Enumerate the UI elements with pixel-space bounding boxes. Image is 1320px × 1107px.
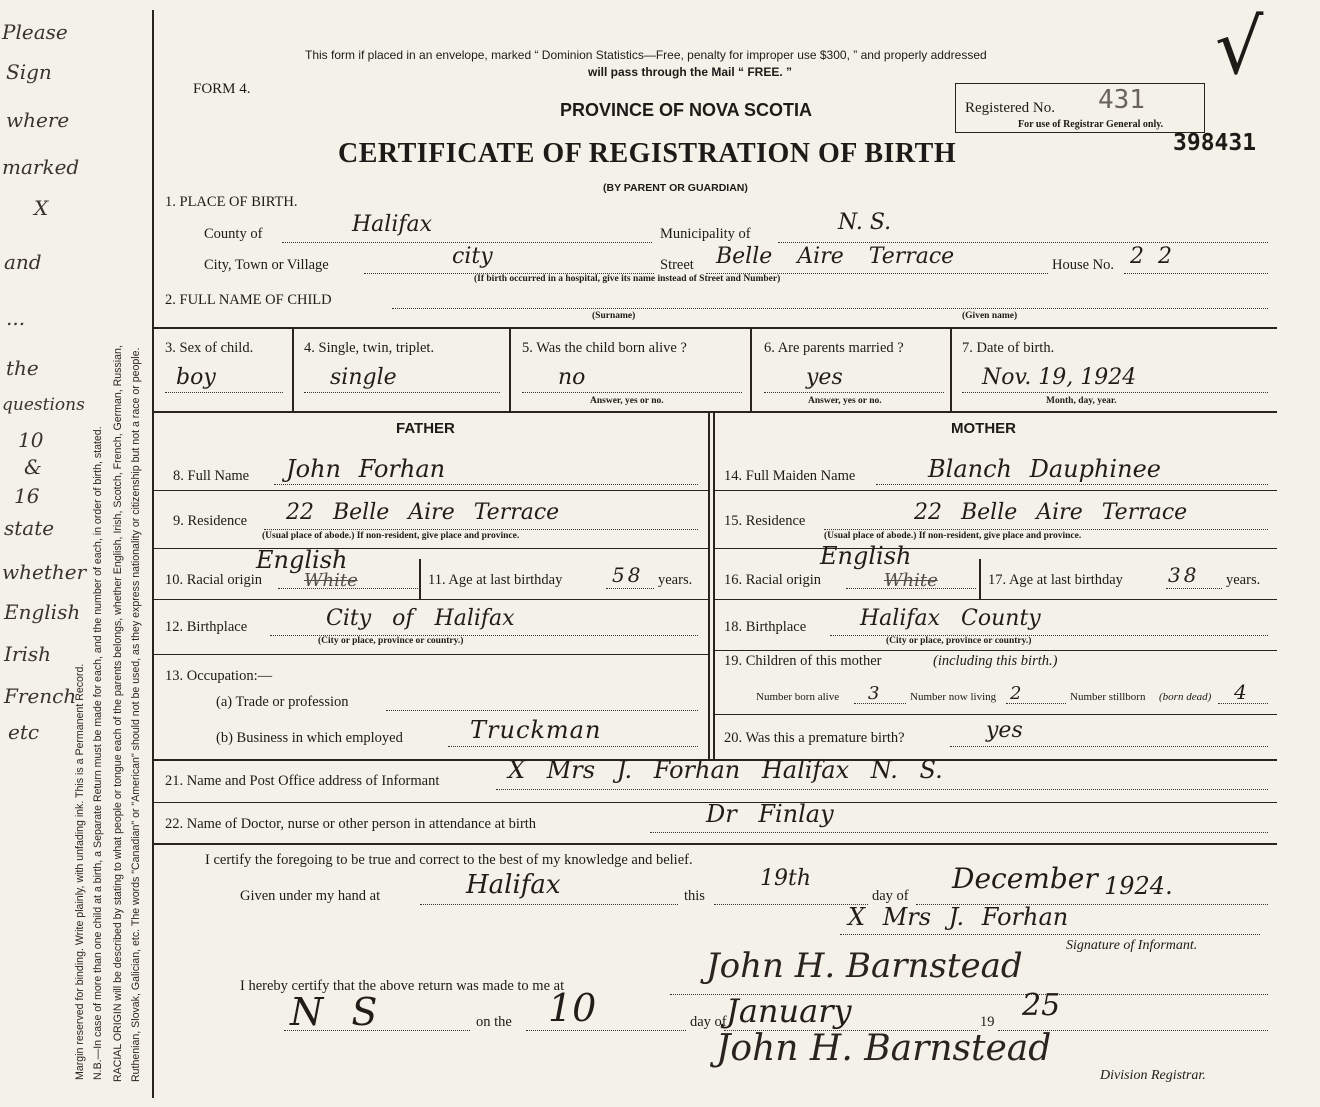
province-title: PROVINCE OF NOVA SCOTIA — [560, 100, 813, 120]
surname-note: (Surname) — [592, 311, 636, 321]
father-residence-label: 9. Residence — [173, 513, 248, 529]
day-of-label: day of — [872, 888, 909, 904]
now-living-value: 2 — [1010, 683, 1022, 704]
dob-value: Nov. 19, 1924 — [982, 365, 1137, 390]
county-value: Halifax — [352, 212, 433, 237]
postal-notice: This form if placed in an envelope, marked “ Dominion Statistics—Free, penalty for improper use $300, ” and properly addressed — [305, 48, 987, 62]
margin-note: etc — [8, 720, 40, 744]
single-label: 4. Single, twin, triplet. — [304, 340, 435, 356]
premature-value: yes — [986, 718, 1023, 743]
father-origin-value: English — [256, 546, 348, 574]
father-years: years. — [658, 572, 693, 588]
form-number: FORM 4. — [193, 81, 251, 97]
sex-label: 3. Sex of child. — [165, 340, 254, 356]
mother-origin-struck: White — [884, 570, 938, 591]
registrar-month-value: January — [726, 992, 852, 1030]
postal-notice: will pass through the Mail “ FREE. ” — [588, 65, 793, 79]
city-value: city — [452, 244, 493, 269]
street-value: Belle Aire Terrace — [716, 244, 955, 269]
form-border — [152, 10, 154, 1098]
street-label: Street — [660, 257, 694, 273]
registrar-day-of-label: day of — [690, 1014, 727, 1030]
mother-name-label: 14. Full Maiden Name — [724, 468, 856, 484]
margin-note: questions — [2, 395, 85, 415]
informant-line — [496, 789, 1268, 790]
mother-birthplace-value: Halifax County — [860, 606, 1041, 631]
now-living-label: Number now living — [910, 691, 997, 703]
father-name-value: John Forhan — [286, 455, 446, 483]
father-origin-struck: White — [304, 570, 358, 591]
mother-residence-note: (Usual place of abode.) If non-resident, give place and province. — [824, 531, 1082, 541]
margin-note: 10 — [18, 428, 44, 452]
divider — [419, 559, 421, 599]
margin-note: French — [4, 684, 77, 708]
business-line — [448, 746, 698, 747]
doctor-line — [650, 832, 1268, 833]
dob-line — [962, 392, 1268, 393]
margin-note: Sign — [6, 60, 52, 84]
stillborn-note: (born dead) — [1159, 691, 1212, 703]
registrar-place-value: N S — [290, 990, 386, 1034]
divider — [714, 490, 1277, 491]
mother-name-value: Blanch Dauphinee — [928, 455, 1161, 483]
registrar-signature-top: John H. Barnstead — [706, 946, 1023, 986]
divider — [714, 599, 1277, 600]
year-prefix: 19 — [980, 1014, 995, 1030]
doctor-label: 22. Name of Doctor, nurse or other person in attendance at birth — [165, 816, 537, 832]
divider — [950, 329, 952, 411]
margin-note: where — [6, 108, 70, 132]
father-origin-label: 10. Racial origin — [165, 572, 263, 588]
divider — [292, 329, 294, 411]
alive-line — [522, 392, 742, 393]
dob-label: 7. Date of birth. — [962, 340, 1055, 356]
registrar-caption: Division Registrar. — [1100, 1068, 1206, 1083]
father-residence-line — [264, 529, 698, 530]
father-birthplace-value: City of Halifax — [326, 606, 515, 631]
informant-signature-line — [840, 934, 1260, 935]
margin-note: English — [4, 600, 81, 624]
divider — [153, 654, 708, 655]
alive-label: 5. Was the child born alive ? — [522, 340, 687, 356]
informant-signature-caption: Signature of Informant. — [1066, 938, 1198, 953]
mother-origin-label: 16. Racial origin — [724, 572, 822, 588]
margin-note: whether — [2, 560, 87, 584]
divider — [153, 411, 1277, 413]
margin-note: state — [4, 516, 55, 540]
vertical-note: RACIAL ORIGIN will be described by stating to what people or tongue each of the parents belongs, whether English, Irish, Scotch, French, German, Russian, — [112, 345, 124, 1082]
father-name-line — [274, 484, 698, 485]
registrar-year-value: 25 — [1022, 988, 1061, 1023]
married-value: yes — [806, 365, 843, 390]
page-title: CERTIFICATE OF REGISTRATION OF BIRTH — [338, 138, 957, 169]
vertical-note: Ruthenian, Slovak, Galician, etc. The words "Canadian" or "American" should not be used, as they express nationality or citizenship but not a race or people. — [130, 347, 142, 1082]
father-age-line — [606, 588, 654, 589]
mother-birthplace-label: 18. Birthplace — [724, 619, 807, 635]
stillborn-label: Number stillborn — [1070, 691, 1146, 703]
page-subtitle: (BY PARENT OR GUARDIAN) — [603, 182, 748, 194]
trade-label: (a) Trade or profession — [216, 694, 349, 710]
margin-note: 16 — [14, 484, 40, 508]
margin-note: and — [4, 250, 42, 274]
alive-value: no — [558, 365, 586, 390]
sex-value: boy — [176, 365, 216, 390]
registrar-day-value: 10 — [548, 986, 597, 1030]
county-line — [282, 242, 652, 243]
mother-age-value: 38 — [1168, 563, 1200, 587]
margin-note: X — [34, 196, 49, 220]
stamp-number: 398431 — [1173, 130, 1257, 156]
informant-signature: X Mrs J. Forhan — [848, 903, 1069, 931]
single-line — [304, 392, 500, 393]
married-note: Answer, yes or no. — [808, 396, 882, 406]
father-heading: FATHER — [396, 420, 455, 437]
divider — [979, 559, 981, 599]
given-month-value: December — [952, 862, 1098, 895]
county-label: County of — [204, 226, 263, 242]
vertical-note: N.B.—In case of more than one child at a birth, a Separate Return must be made for each, and the number of each, in order of birth, stated. — [92, 426, 104, 1080]
premature-line — [950, 746, 1268, 747]
divider — [153, 599, 708, 600]
child-name-line — [392, 308, 1268, 309]
father-birthplace-label: 12. Birthplace — [165, 619, 248, 635]
given-place-line — [420, 904, 678, 905]
registered-label: Registered No. — [965, 100, 1055, 116]
certify-text: I certify the foregoing to be true and correct to the best of my knowledge and belief. — [205, 852, 693, 868]
mother-birthplace-note: (City or place, province or country.) — [886, 636, 1032, 646]
margin-note: Irish — [4, 642, 52, 666]
stillborn-value: 4 — [1234, 680, 1247, 704]
mother-name-line — [876, 484, 1268, 485]
father-residence-value: 22 Belle Aire Terrace — [286, 500, 560, 525]
father-residence-note: (Usual place of abode.) If non-resident, give place and province. — [262, 531, 520, 541]
married-line — [764, 392, 944, 393]
registrar-text: I hereby certify that the above return was made to me at — [240, 978, 565, 994]
divider — [153, 490, 708, 491]
mother-origin-value: English — [820, 542, 912, 570]
registered-number: 431 — [1098, 85, 1145, 115]
single-value: single — [330, 365, 397, 390]
margin-note: the — [6, 356, 39, 380]
father-age-value: 58 — [612, 563, 644, 587]
divider — [153, 327, 1277, 329]
registrar-signature: John H. Barnstead — [716, 1028, 1052, 1069]
child-name-label: 2. FULL NAME OF CHILD — [165, 292, 332, 308]
father-age-label: 11. Age at last birthday — [428, 572, 563, 588]
premature-label: 20. Was this a premature birth? — [724, 730, 905, 746]
divider — [714, 548, 1277, 549]
children-label: 19. Children of this mother — [724, 653, 882, 669]
house-line — [1124, 273, 1268, 274]
divider — [714, 714, 1277, 715]
given-day-value: 19th — [760, 866, 812, 891]
divider — [153, 843, 1277, 845]
vertical-note: Margin reserved for binding. Write plainly, with unfading ink. This is a Permanent Record. — [74, 663, 86, 1080]
column-divider — [708, 413, 710, 759]
given-year-value: 1924. — [1104, 872, 1173, 900]
divider — [153, 548, 708, 549]
margin-note: ... — [6, 306, 26, 330]
given-under-label: Given under my hand at — [240, 888, 381, 904]
check-mark: √ — [1215, 2, 1264, 91]
doctor-value: Dr Finlay — [706, 800, 834, 828]
municipality-label: Municipality of — [660, 226, 751, 242]
hospital-note: (If birth occurred in a hospital, give its name instead of Street and Number) — [474, 274, 781, 284]
on-the-label: on the — [476, 1014, 512, 1030]
municipality-value: N. S. — [838, 210, 892, 235]
informant-value: X Mrs J. Forhan Halifax N. S. — [508, 756, 943, 784]
business-value: Truckman — [470, 716, 602, 744]
margin-note: Please — [2, 20, 68, 44]
father-name-label: 8. Full Name — [173, 468, 250, 484]
mother-years: years. — [1226, 572, 1261, 588]
trade-line — [386, 710, 698, 711]
divider — [714, 650, 1277, 651]
born-alive-line — [854, 703, 906, 704]
house-value: 22 — [1130, 244, 1186, 269]
given-place-value: Halifax — [466, 870, 561, 900]
column-divider — [713, 413, 715, 759]
mother-residence-value: 22 Belle Aire Terrace — [914, 500, 1188, 525]
mother-age-line — [1166, 588, 1222, 589]
house-label: House No. — [1052, 257, 1115, 273]
mother-residence-line — [824, 529, 1268, 530]
municipality-line — [778, 242, 1268, 243]
given-name-note: (Given name) — [962, 311, 1018, 321]
sex-line — [165, 392, 283, 393]
divider — [509, 329, 511, 411]
divider — [750, 329, 752, 411]
alive-note: Answer, yes or no. — [590, 396, 664, 406]
dob-note: Month, day, year. — [1046, 396, 1117, 406]
margin-note: & — [24, 455, 42, 479]
registrar-day-line — [526, 1030, 686, 1031]
informant-label: 21. Name and Post Office address of Informant — [165, 773, 440, 789]
occupation-label: 13. Occupation:— — [165, 668, 273, 684]
given-day-line — [714, 904, 868, 905]
mother-age-label: 17. Age at last birthday — [988, 572, 1123, 588]
mother-residence-label: 15. Residence — [724, 513, 806, 529]
registered-note: For use of Registrar General only. — [1018, 119, 1164, 130]
father-birthplace-note: (City or place, province or country.) — [318, 636, 464, 646]
margin-note: marked — [2, 155, 80, 179]
born-alive-value: 3 — [868, 683, 880, 704]
city-label: City, Town or Village — [204, 257, 329, 273]
born-alive-label: Number born alive — [756, 691, 840, 703]
children-note: (including this birth.) — [933, 653, 1058, 669]
married-label: 6. Are parents married ? — [764, 340, 904, 356]
place-of-birth-label: 1. PLACE OF BIRTH. — [165, 194, 298, 210]
mother-heading: MOTHER — [951, 420, 1016, 437]
this-label: this — [684, 888, 705, 904]
registered-box — [955, 83, 1205, 133]
business-label: (b) Business in which employed — [216, 730, 403, 746]
